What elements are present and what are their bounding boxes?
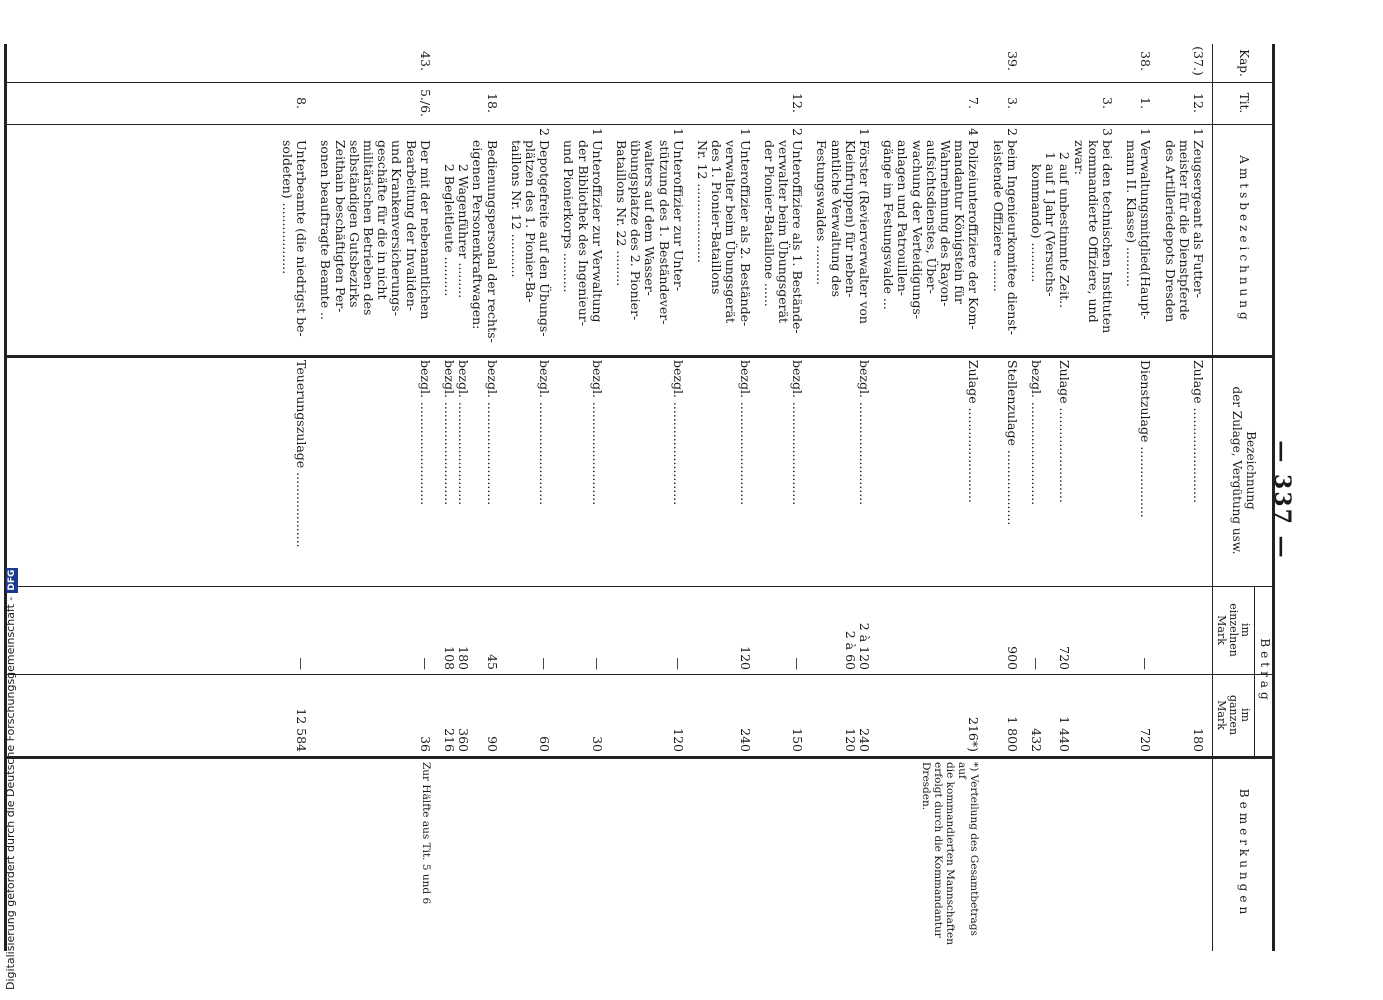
row-13-ganzen: 36 bbox=[417, 736, 433, 752]
col-rule-ganzen bbox=[5, 756, 1275, 759]
row-6-ganzen: 240 120 bbox=[842, 728, 872, 752]
row-6-einzeln: 2 à 120 2 à 60 bbox=[842, 622, 872, 670]
row-4-einzeln: 900 bbox=[1004, 646, 1020, 670]
row-2-ganzen: 720 bbox=[1138, 728, 1154, 752]
row-3-count: 3 bbox=[1100, 128, 1115, 136]
digitization-footer bbox=[2, 569, 20, 990]
row-10-einzeln: — bbox=[589, 657, 605, 670]
row-14-amt: Unterbeamte (die niedrigst be- soldeten) .................. bbox=[280, 140, 310, 337]
row-4-kap: 39. bbox=[1004, 51, 1020, 71]
row-10-amt: Unteroffizier zur Verwaltung der Bibliothek des Ingenieur- und Pionierkorps .......... bbox=[561, 140, 605, 326]
row-11-einzeln: — bbox=[537, 657, 553, 670]
row-14-ganzen: 12 584 bbox=[294, 708, 310, 752]
row-2-einzeln: — bbox=[1138, 657, 1154, 670]
row-4-tit: 3. bbox=[1004, 97, 1020, 109]
row-9-bez: bezgl. .......................... bbox=[670, 360, 686, 506]
row-4-count: 2 bbox=[1004, 128, 1020, 136]
row-6-bez: bezgl. .......................... bbox=[857, 360, 872, 506]
col-rule-bez bbox=[5, 586, 1275, 587]
dfg-logo: DFG bbox=[7, 569, 17, 591]
row-2-kap: 38. bbox=[1138, 51, 1154, 71]
row-5-bez: Zulage ........................ bbox=[966, 360, 982, 503]
row-12-amt: Bedienungspersonal der rechts- eigenen Personenkraftwagen: 2 Wagenführer ......... 2 Begleitleute .......... bbox=[442, 140, 500, 343]
row-4-ganzen: 1 800 bbox=[1004, 716, 1020, 752]
row-14-bez: Teuerungszulage ................... bbox=[294, 360, 310, 548]
row-9-einzeln: — bbox=[670, 657, 686, 670]
row-1-count: 1 bbox=[1191, 128, 1206, 136]
row-8-bez: bezgl. .......................... bbox=[737, 360, 753, 506]
betrag-sub-rule bbox=[1254, 586, 1255, 756]
row-1-amt: Zeugsergeant als Futter- meister für die Dienstpferde des Artilleriedepots Dresden bbox=[1162, 140, 1206, 323]
row-6-amt: Förster (Revierverwalter von Kleinfruppen) für neben- amtliche Verwaltung des Festungswaldes .......... bbox=[814, 140, 872, 324]
row-7-bez: bezgl. .......................... bbox=[790, 360, 806, 506]
row-14-tit: 8. bbox=[294, 97, 310, 109]
row-13-einzeln: — bbox=[417, 657, 433, 670]
row-13-amt: Der mit der nebenamtlichen Bearbeitung der Invaliden- und Krankenversicherungs- geschäfte für die in nicht militärischen Betrieben des selbständigen Gutsbezirks Zeithain beschäftigten Per- sonen beauftragte Beamte .. bbox=[318, 140, 433, 321]
row-5-ganzen: 216*) bbox=[966, 717, 982, 752]
row-8-count: 1 bbox=[737, 128, 753, 136]
header-betrag: Betrag bbox=[1258, 638, 1272, 704]
row-5-bem: *) Verteilung des Gesamtbetrags auf die kommandierten Mannschaften erfolgt durch die Kommandantur Dresden. bbox=[920, 762, 981, 946]
row-7-ganzen: 150 bbox=[790, 728, 806, 752]
header-ganzen: im ganzen Mark bbox=[1215, 694, 1252, 736]
row-7-amt: Unteroffiziere als 1. Bestände- verwalter beim Übungsgerät der Pionier-Bataillone ...... bbox=[761, 140, 806, 334]
row-3-amt: bei den technischen Instituten kommandierte Offiziere, und zwar: 2 auf unbestimmte Zeit.. 1 auf 1 Jahr (Versuchs- kommando) .......... bbox=[1028, 140, 1115, 334]
row-13-tit: 5./6. bbox=[417, 88, 433, 118]
row-10-bez: bezgl. .......................... bbox=[589, 360, 605, 506]
row-2-bez: Dienstzulage .................. bbox=[1138, 360, 1154, 518]
row-2-amt: Verwaltungsmitglied(Haupt- mann II. Klasse) .......... bbox=[1124, 140, 1154, 320]
header-bezeichnung: Bezeichnung der Zulage, Vergütung usw. bbox=[1230, 386, 1258, 555]
row-11-count: 2 bbox=[537, 128, 553, 136]
row-13-bez: bezgl. .......................... bbox=[417, 360, 433, 506]
row-3-bez: Zulage ........................ bezgl. .......................... bbox=[1028, 360, 1073, 506]
row-11-bez: bezgl. .......................... bbox=[537, 360, 553, 506]
row-1-tit: 12. bbox=[1191, 93, 1206, 113]
row-1-ganzen: 180 bbox=[1191, 728, 1206, 752]
col-rule-tit bbox=[5, 124, 1275, 125]
row-1-kap: (37.) bbox=[1191, 46, 1206, 76]
row-13-kap: 43. bbox=[417, 51, 433, 71]
row-14-einzeln: — bbox=[294, 657, 310, 670]
header-tit: Tit. bbox=[1237, 92, 1251, 114]
footer-text: Digitalisierung gefördert durch die Deutsche Forschungsgemeinschaft - bbox=[4, 596, 17, 990]
row-11-amt: Depotgefreite auf den Übungs- plätzen des 1. Pionier-Ba- taillons Nr. 12 ........... bbox=[508, 140, 553, 337]
header-bemerkungen: Bemerkungen bbox=[1237, 788, 1251, 919]
row-7-count: 2 bbox=[790, 128, 806, 136]
row-3-tit: 3. bbox=[1100, 97, 1115, 109]
row-5-count: 4 bbox=[966, 128, 982, 136]
row-9-count: 1 bbox=[670, 128, 686, 136]
row-7-einzeln: — bbox=[790, 657, 806, 670]
row-12-tit: 18. bbox=[484, 93, 500, 113]
row-2-tit: 1. bbox=[1138, 97, 1154, 109]
row-13-bem: Zur Hälfte aus Tit. 5 und 6 bbox=[419, 762, 432, 905]
allowance-table bbox=[5, 44, 1275, 951]
row-7-tit: 12. bbox=[790, 93, 806, 113]
col-rule-kap bbox=[5, 82, 1275, 83]
row-9-ganzen: 120 bbox=[670, 728, 686, 752]
row-10-count: 1 bbox=[589, 128, 605, 136]
header-amtsbezeichnung: Amtsbezeichnung bbox=[1237, 155, 1251, 324]
row-3-einzeln: 720 — bbox=[1028, 646, 1073, 670]
row-1-bez: Zulage ........................ bbox=[1191, 360, 1206, 503]
row-10-ganzen: 30 bbox=[589, 736, 605, 752]
row-11-ganzen: 60 bbox=[537, 736, 553, 752]
row-4-bez: Stellenzulage ................... bbox=[1004, 360, 1020, 526]
row-6-count: 1 bbox=[857, 128, 872, 136]
row-8-amt: Unteroffizier als 2. Bestände- verwalter beim Übungsgerät des 1. Pionier-Bataillons Nr. 12 .................... bbox=[695, 140, 753, 327]
row-9-amt: Unteroffizier zur Unter- stützung des 1. Beständever- walters auf dem Wasser- übungsplatze des 2. Pionier- Bataillons Nr. 22 ......... bbox=[614, 140, 686, 325]
row-2-count: 1 bbox=[1138, 128, 1154, 136]
row-12-ganzen: 90 360 216 bbox=[442, 728, 500, 752]
header-einzelnen: im einzelnen Mark bbox=[1215, 603, 1252, 657]
row-8-einzeln: 120 bbox=[737, 646, 753, 670]
header-kap: Kap. bbox=[1237, 49, 1251, 77]
row-5-tit: 7. bbox=[966, 97, 982, 109]
row-12-bez: bezgl. .......................... bezgl. .......................... bezgl. .......................... bbox=[442, 360, 500, 506]
col-rule-einzeln bbox=[5, 674, 1275, 675]
page-number: — 337 — bbox=[1269, 440, 1295, 560]
col-rule-amt bbox=[5, 355, 1275, 358]
row-8-ganzen: 240 bbox=[737, 728, 753, 752]
row-12-einzeln: 45 180 108 bbox=[442, 646, 500, 670]
row-4-amt: beim Ingenieurkomitee dienst- leistende Offiziere ........ bbox=[990, 140, 1020, 335]
row-5-amt: Polizeiunteroffiziere der Kom- mandantur Königstein für Wahrnehmung des Rayon- aufsichtsdienstes, Über- wachung der Verteidigungs- anlagen und Patrouillen- gänge im Festungsvalde ... bbox=[881, 140, 982, 330]
row-3-ganzen: 1 440 432 bbox=[1028, 716, 1073, 752]
